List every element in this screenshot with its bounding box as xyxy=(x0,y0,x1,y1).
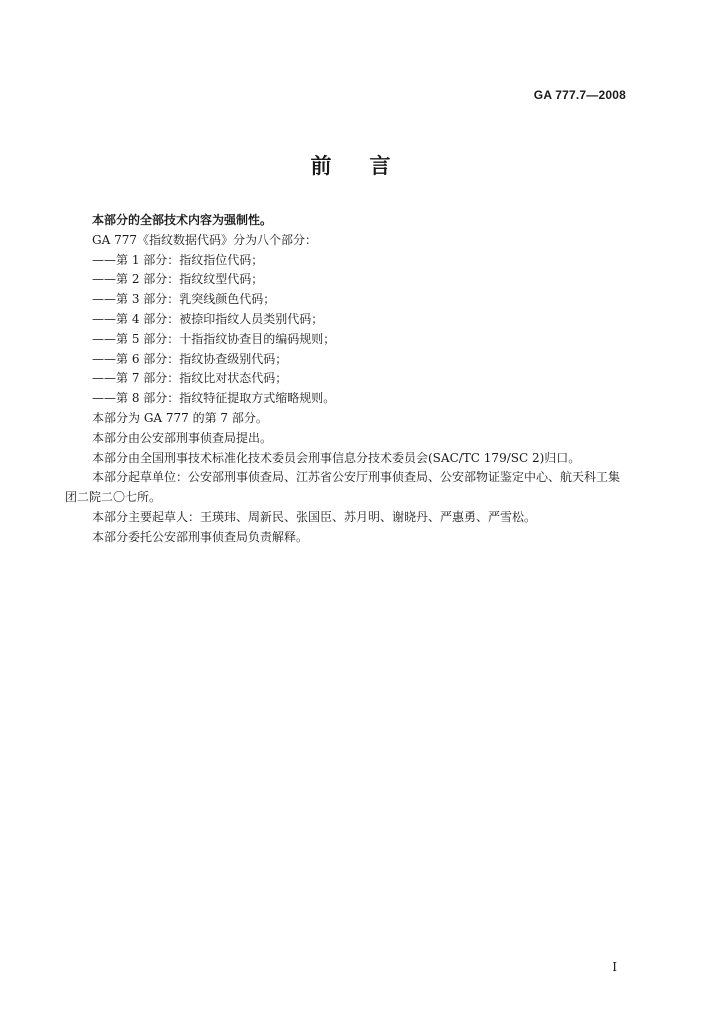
standard-code: GA 777.7—2008 xyxy=(533,88,626,102)
list-item: ——第 4 部分：被捺印指纹人员类别代码； xyxy=(92,311,324,326)
body-line: 本部分委托公安部刑事侦查局负责解释。 xyxy=(92,529,309,544)
body-line: 本部分主要起草人：王瑛玮、周新民、张国臣、苏月明、谢晓丹、严惠勇、严雪松。 xyxy=(92,509,537,524)
foreword-body xyxy=(65,211,632,548)
body-line: 本部分起草单位：公安部刑事侦查局、江苏省公安厅刑事侦查局、公安部物证鉴定中心、航天科工集 xyxy=(92,470,621,485)
body-line: 本部分的全部技术内容为强制性。 xyxy=(92,213,273,227)
body-line: 本部分为 GA 777 的第 7 部分。 xyxy=(92,410,268,425)
body-line: 本部分由公安部刑事侦查局提出。 xyxy=(92,430,273,445)
list-item: ——第 5 部分：十指指纹协查目的编码规则； xyxy=(92,331,336,346)
list-item: ——第 6 部分：指纹协查级别代码； xyxy=(92,351,288,366)
list-item: ——第 1 部分：指纹指位代码； xyxy=(92,252,264,267)
list-item: ——第 8 部分：指纹特征提取方式缩略规则。 xyxy=(92,391,336,406)
page-number: I xyxy=(612,960,617,974)
body-line: GA 777《指纹数据代码》分为八个部分： xyxy=(92,232,317,247)
page-title: 前言 xyxy=(310,154,429,178)
body-line: 本部分由全国刑事技术标准化技术委员会刑事信息分技术委员会(SAC/TC 179/SC 2)归口。 xyxy=(92,450,581,465)
list-item: ——第 3 部分：乳突线颜色代码； xyxy=(92,292,276,307)
list-item: ——第 7 部分：指纹比对状态代码； xyxy=(92,371,288,386)
body-line-continuation: 团二院二〇七所。 xyxy=(65,490,162,505)
list-item: ——第 2 部分：指纹纹型代码； xyxy=(92,272,264,287)
